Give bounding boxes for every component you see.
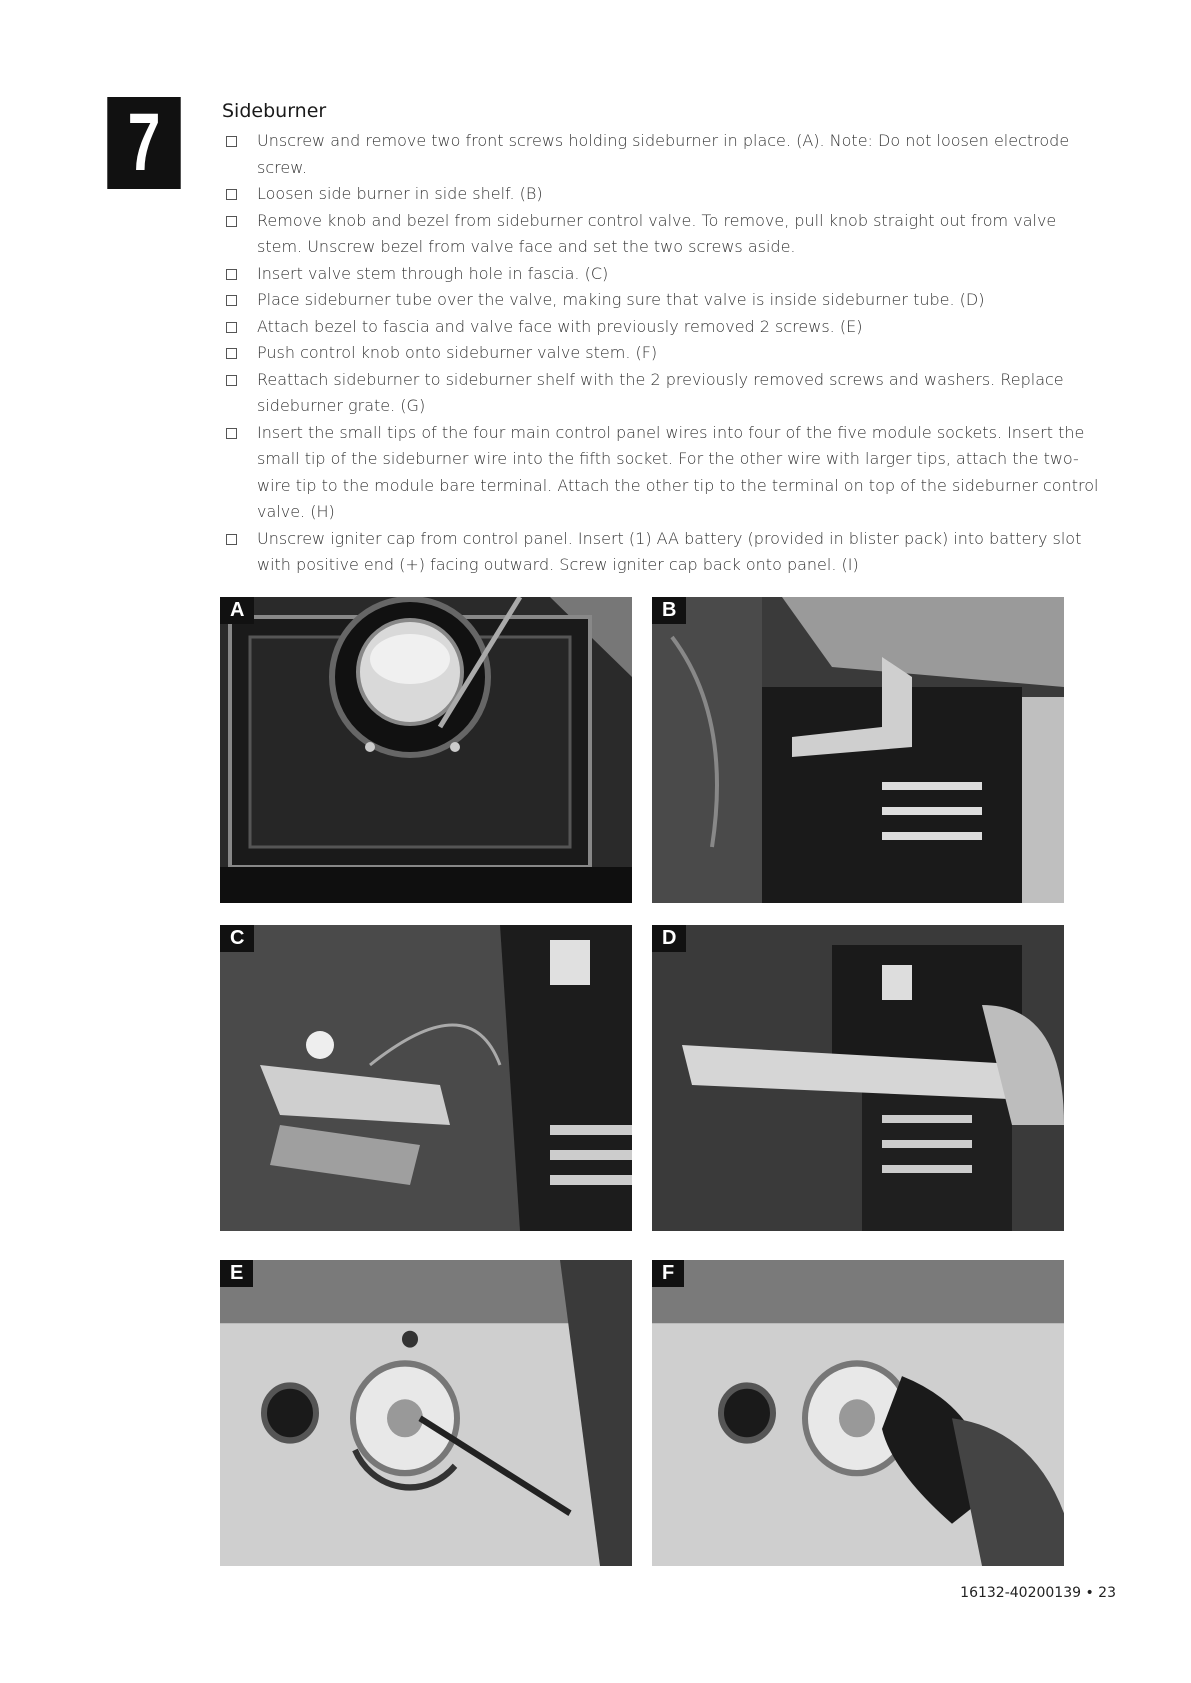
checkbox-icon	[226, 348, 237, 359]
photo-d	[652, 925, 1064, 1231]
checkbox-icon	[226, 428, 237, 439]
step-text: Reattach sideburner to sideburner shelf with the 2 previously removed screws and washers. Replace sideburner grate. (G)	[257, 369, 1064, 415]
checkbox-icon	[226, 136, 237, 147]
list-item	[222, 128, 1102, 181]
photo-e	[220, 1260, 632, 1566]
photo-f	[652, 1260, 1064, 1566]
list-item	[222, 261, 1102, 288]
step-text: Unscrew and remove two front screws holding sideburner in place. (A). Note: Do not loosen electrode screw.	[257, 131, 1070, 177]
photo-label: F	[652, 1260, 684, 1287]
step-text: Insert valve stem through hole in fascia. (C)	[257, 263, 609, 283]
bezel-fascia-photo	[220, 1260, 632, 1566]
step-number-badge: 7	[107, 97, 180, 189]
page-footer: 16132-40200139 • 23	[960, 1585, 1116, 1601]
checkbox-icon	[226, 189, 237, 200]
step-text: Place sideburner tube over the valve, making sure that valve is inside sideburner tube. (D)	[257, 290, 985, 309]
sideburner-tube-photo	[652, 925, 1064, 1231]
sideburner-top-photo	[220, 597, 632, 903]
sideburner-shelf-photo	[652, 597, 1064, 903]
photo-label: A	[220, 597, 254, 624]
checkbox-icon	[226, 534, 237, 545]
list-item	[222, 181, 1102, 208]
photo-b	[652, 597, 1064, 903]
photo-label: E	[220, 1260, 253, 1287]
step-text: Attach bezel to fascia and valve face with previously removed 2 screws. (E)	[257, 316, 863, 336]
step-text: Remove knob and bezel from sideburner control valve. To remove, pull knob straight out from valve stem. Unscrew bezel from valve face and set the two screws aside.	[257, 210, 1057, 256]
checkbox-icon	[226, 295, 237, 306]
photo-c	[220, 925, 632, 1231]
step-text: Push control knob onto sideburner valve stem. (F)	[257, 343, 658, 362]
step-text: Insert the small tips of the four main control panel wires into four of the five module sockets. Insert the small tip of the sideburner wire into the fifth socket. For the other wire with larger tips, attach the two-wire tip to the module bare terminal. Attach the other tip to the terminal on top of the sideburner control valve. (H)	[257, 422, 1099, 521]
checkbox-icon	[226, 216, 237, 227]
list-item	[222, 420, 1102, 526]
checkbox-icon	[226, 375, 237, 386]
photo-label: B	[652, 597, 686, 624]
list-item	[222, 314, 1102, 341]
photo-label: C	[220, 925, 254, 952]
section-title: Sideburner	[222, 100, 327, 122]
list-item	[222, 526, 1102, 579]
checkbox-icon	[226, 269, 237, 280]
list-item	[222, 367, 1102, 420]
control-knob-photo	[652, 1260, 1064, 1566]
list-item	[222, 340, 1102, 367]
list-item	[222, 208, 1102, 261]
checkbox-icon	[226, 322, 237, 333]
instruction-list	[222, 128, 1102, 579]
step-text: Loosen side burner in side shelf. (B)	[257, 184, 543, 203]
photo-label: D	[652, 925, 686, 952]
photo-a	[220, 597, 632, 903]
valve-stem-photo	[220, 925, 632, 1231]
list-item	[222, 287, 1102, 314]
step-text: Unscrew igniter cap from control panel. Insert (1) AA battery (provided in blister pack) into battery slot with positive end (+) facing outward. Screw igniter cap back onto panel. (I)	[257, 528, 1082, 574]
